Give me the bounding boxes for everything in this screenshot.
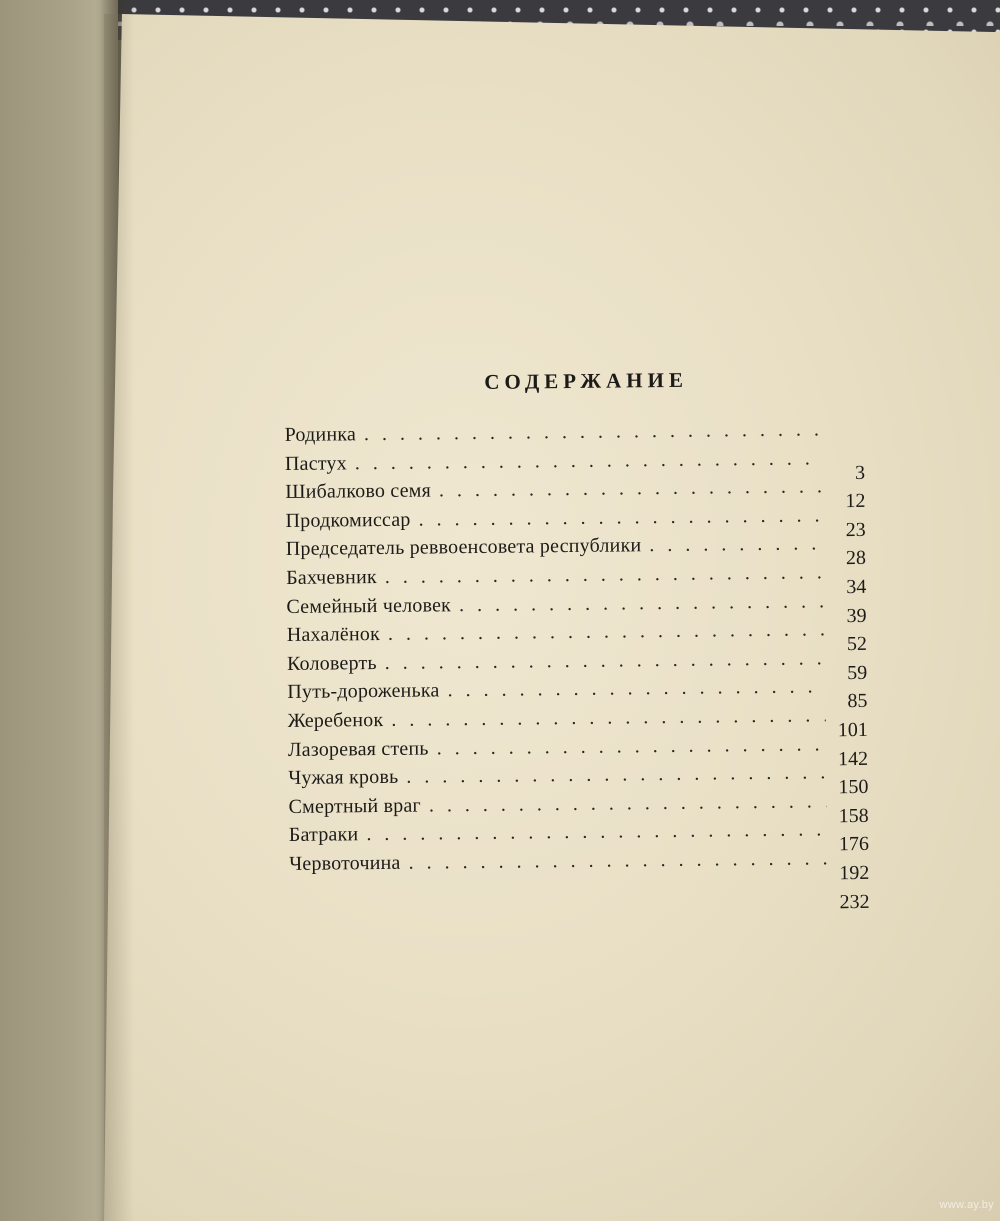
table-of-contents (284, 366, 870, 913)
toc-entry-title: Нахалёнок (286, 623, 381, 647)
toc-entry-page-number: 142 (837, 747, 869, 770)
toc-entry (289, 844, 870, 885)
toc-list (284, 415, 870, 913)
toc-entry-page-number: 158 (838, 804, 869, 827)
toc-entry (289, 872, 870, 913)
toc-dot-leader (459, 587, 825, 619)
toc-dot-leader (439, 473, 824, 506)
toc-dot-leader (436, 730, 826, 763)
toc-dot-leader (649, 530, 824, 560)
toc-entry-title: Председатель реввоенсовета республики (285, 534, 642, 561)
toc-entry-page-number: 101 (837, 718, 868, 742)
toc-entry-page-number: 3 (854, 461, 866, 484)
toc-title: СОДЕРЖАНИЕ (484, 367, 689, 394)
toc-entry-page-number: 34 (846, 575, 867, 599)
page-edge-shadow (104, 14, 134, 1221)
toc-entry-title: Чужая кровь (288, 765, 399, 790)
toc-entry-title: Шибалково семя (285, 479, 432, 504)
toc-entry-page-number: 52 (846, 633, 867, 656)
toc-dot-leader (447, 673, 825, 706)
toc-entry-page-number: 23 (845, 518, 866, 541)
toc-dot-leader (408, 844, 827, 877)
toc-entry-title: Пастух (284, 451, 347, 475)
toc-entry-title: Батраки (288, 823, 359, 847)
toc-entry-page-number: 12 (845, 490, 866, 513)
toc-dot-leader (406, 758, 826, 791)
toc-entry-page-number: 232 (839, 890, 870, 913)
watermark: www.ay.by (939, 1199, 994, 1211)
toc-entry-page-number: 59 (847, 661, 868, 684)
toc-entry-title: Продкомиссар (285, 508, 411, 532)
toc-entry-page-number: 85 (847, 690, 868, 713)
toc-entry-title: Жеребенок (287, 708, 384, 732)
toc-dot-leader (391, 701, 826, 734)
toc-entry-title: Червоточина (289, 851, 401, 875)
toc-entry-page-number: 192 (839, 861, 870, 885)
toc-entry-page-number: 39 (846, 604, 867, 627)
toc-dot-leader (385, 558, 825, 591)
toc-dot-leader (388, 616, 825, 649)
toc-entry-title: Семейный человек (286, 593, 452, 618)
toc-entry-title: Бахчевник (286, 566, 377, 589)
toc-dot-leader (429, 787, 827, 820)
toc-dot-leader (385, 644, 826, 677)
toc-entry-title: Смертный враг (288, 794, 421, 818)
toc-entry-page-number: 176 (838, 833, 870, 856)
toc-dot-leader (418, 501, 823, 534)
toc-entry-page-number: 150 (838, 776, 869, 799)
toc-entry-title: Родинка (284, 423, 357, 446)
toc-entry-title: Коловерть (286, 651, 377, 675)
toc-entry-page-number: 28 (845, 547, 867, 570)
toc-entry-title: Путь-дороженька (287, 679, 440, 704)
toc-entry-title: Лазоревая степь (287, 737, 429, 761)
